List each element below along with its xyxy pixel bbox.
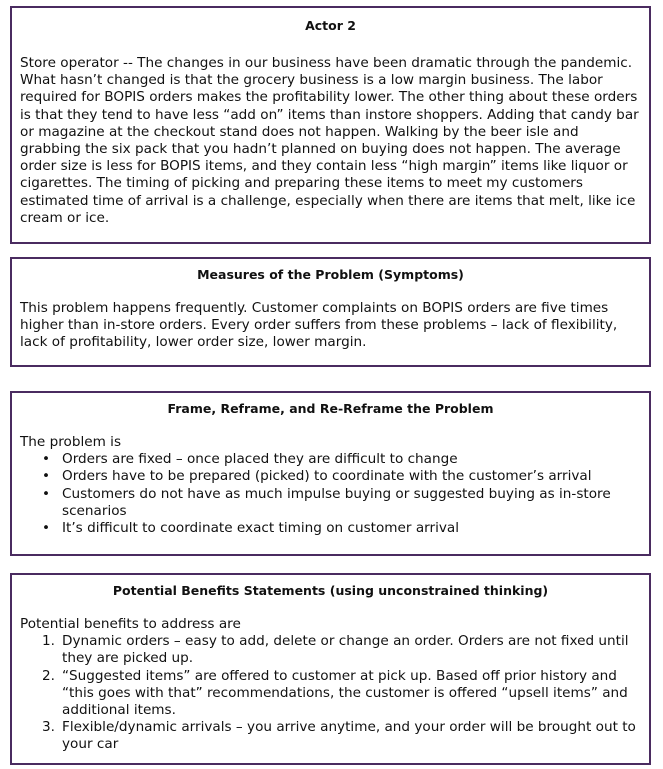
item-text: Dynamic orders – easy to add, delete or change an order. Orders are not fixed until they are picked up.	[62, 633, 629, 667]
list-item: • It’s difficult to coordinate exact timing on customer arrival	[20, 520, 641, 537]
measures-box	[10, 257, 651, 367]
list-item	[20, 633, 641, 667]
frame-box	[10, 391, 651, 556]
actor2-box	[10, 6, 651, 244]
benefits-list	[20, 633, 641, 753]
list-item: • Orders are fixed – once placed they are difficult to change	[20, 451, 641, 468]
item-text: “Suggested items” are offered to customer at pick up. Based off prior history and “this goes with that” recommendations, the customer is offered “upsell items” and additional items.	[62, 667, 628, 719]
item-number: 2.	[42, 667, 55, 684]
list-item	[20, 719, 641, 753]
frame-intro: The problem is	[20, 434, 122, 450]
frame-title: Frame, Reframe, and Re-Reframe the Problem	[167, 401, 494, 416]
item-text: Flexible/dynamic arrivals – you arrive anytime, and your order will be brought out to your car	[62, 719, 636, 753]
item-number: 1.	[42, 633, 55, 650]
benefits-box	[10, 573, 651, 765]
benefits-intro: Potential benefits to address are	[20, 616, 241, 632]
frame-list	[20, 451, 641, 537]
list-item	[20, 668, 641, 720]
measures-title: Measures of the Problem (Symptoms)	[197, 267, 464, 282]
item-number: 3.	[42, 719, 55, 736]
benefits-title: Potential Benefits Statements (using unconstrained thinking)	[112, 583, 549, 598]
actor2-title: Actor 2	[305, 18, 356, 33]
actor2-body: Store operator -- The changes in our business have been dramatic through the pandemic. What hasn’t changed is that the grocery business is a low margin business. The labor required for BOPIS orders makes the profitability lower. The other thing about these orders is that they tend to have less “add on” items than instore shoppers. Adding that candy bar or magazine at the checkout stand does not happen. Walking by the beer isle and grabbing the six pack that you hadn’t planned on buying does not happen. The average order size is less for BOPIS items, and they contain less “high margin” items like liquor or cigarettes. The timing of picking and preparing these items to meet my customers estimated time of arrival is a challenge, especially when there are items that melt, like ice cream or ice.	[20, 55, 639, 226]
list-item: • Customers do not have as much impulse buying or suggested buying as in-store scenarios	[20, 486, 641, 520]
list-item: • Orders have to be prepared (picked) to coordinate with the customer’s arrival	[20, 468, 641, 485]
measures-body: This problem happens frequently. Customer complaints on BOPIS orders are five times higher than in-store orders. Every order suffers from these problems – lack of flexibility, lack of profitability, lower order size, lower margin.	[20, 300, 618, 351]
